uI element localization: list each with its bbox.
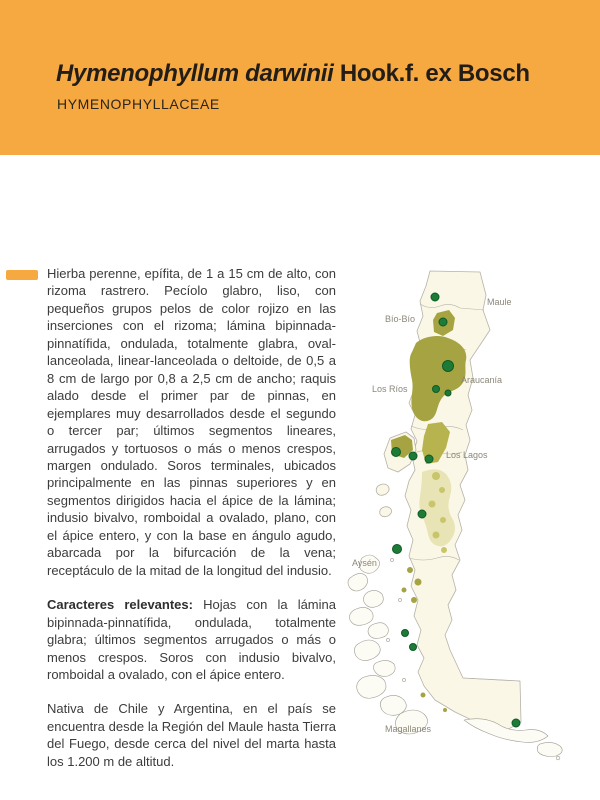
locality-dot (410, 644, 417, 651)
region-label: Araucanía (461, 375, 503, 385)
region-label: Aysén (352, 558, 377, 568)
species-name: Hymenophyllum darwinii (56, 60, 334, 87)
region-label: Los Lagos (446, 450, 488, 460)
chile-map-svg (344, 258, 596, 770)
region-label: Maule (487, 297, 512, 307)
region-label: Magallanes (385, 724, 432, 734)
locality-dot (445, 390, 451, 396)
distribution-map (344, 258, 596, 770)
header-band (0, 0, 600, 155)
key-characters-text: Hojas con la lámina bipinnada-pinnatífida, ondulada, totalmente glabra; últimos segmentos arrugados o más o menos crespos. Soros con indusio bivalvo, romboidal a ovalado, con el ápice entero. (47, 597, 336, 682)
small-island (376, 484, 389, 495)
locality-dot (512, 719, 520, 727)
key-characters-paragraph (47, 596, 336, 683)
locality-dot (439, 318, 447, 326)
region-label: Los Ríos (372, 384, 408, 394)
distribution-paragraph: Nativa de Chile y Argentina, en el país se encuentra desde la Región del Maule hasta Tierra del Fuego, desde cerca del nivel del marta hasta los 1.200 m de altitud. (47, 701, 336, 769)
description-paragraph: Hierba perenne, epífita, de 1 a 15 cm de alto, con rizoma rastrero. Pecíolo glabro, liso, con pequeños grupos pelos de color rojizo en las inserciones con el rizoma; lámina bipinnada-pinnatífida, ondulada, totalmente glabra, oval-lanceolada, linear-lanceolada o deltoide, de 0,5 a 8 cm de largo por 0,8 a 2,5 cm de ancho; raquis alado desde el primer par de pinnas, en ejemplares muy desarrollados desde el segundo o tercer par; últimos segmentos lineares, arrugados y tortuosos o más o menos crespos, margen ondulado. Soros terminales, ubicados principalmente en las pinnas superiores y en segmentos dirigidos hacia el ápice de la lámina; indusio bivalvo, romboidal a ovalado, plano, con el ápice entero, y con la base en ángulo agudo, abarcada por la bifurcación de la vena; receptáculo de la mitad de la longitud del indusio. (47, 266, 336, 578)
locality-dot (402, 630, 409, 637)
locality-dot (393, 545, 402, 554)
species-title (56, 60, 530, 88)
locality-dot (443, 361, 454, 372)
paragraph-bullet (6, 270, 38, 280)
locality-dot (392, 448, 401, 457)
key-characters-label: Caracteres relevantes: (47, 597, 193, 613)
locality-dot (433, 386, 440, 393)
family-name: HYMENOPHYLLACEAE (57, 96, 220, 112)
region-label: Bío-Bío (385, 314, 416, 324)
description-column (47, 265, 336, 787)
small-island (380, 507, 392, 517)
locality-dot (409, 452, 417, 460)
species-author: Hook.f. ex Bosch (333, 60, 530, 87)
locality-dot (418, 510, 426, 518)
locality-dot (425, 455, 433, 463)
locality-dot (431, 293, 439, 301)
